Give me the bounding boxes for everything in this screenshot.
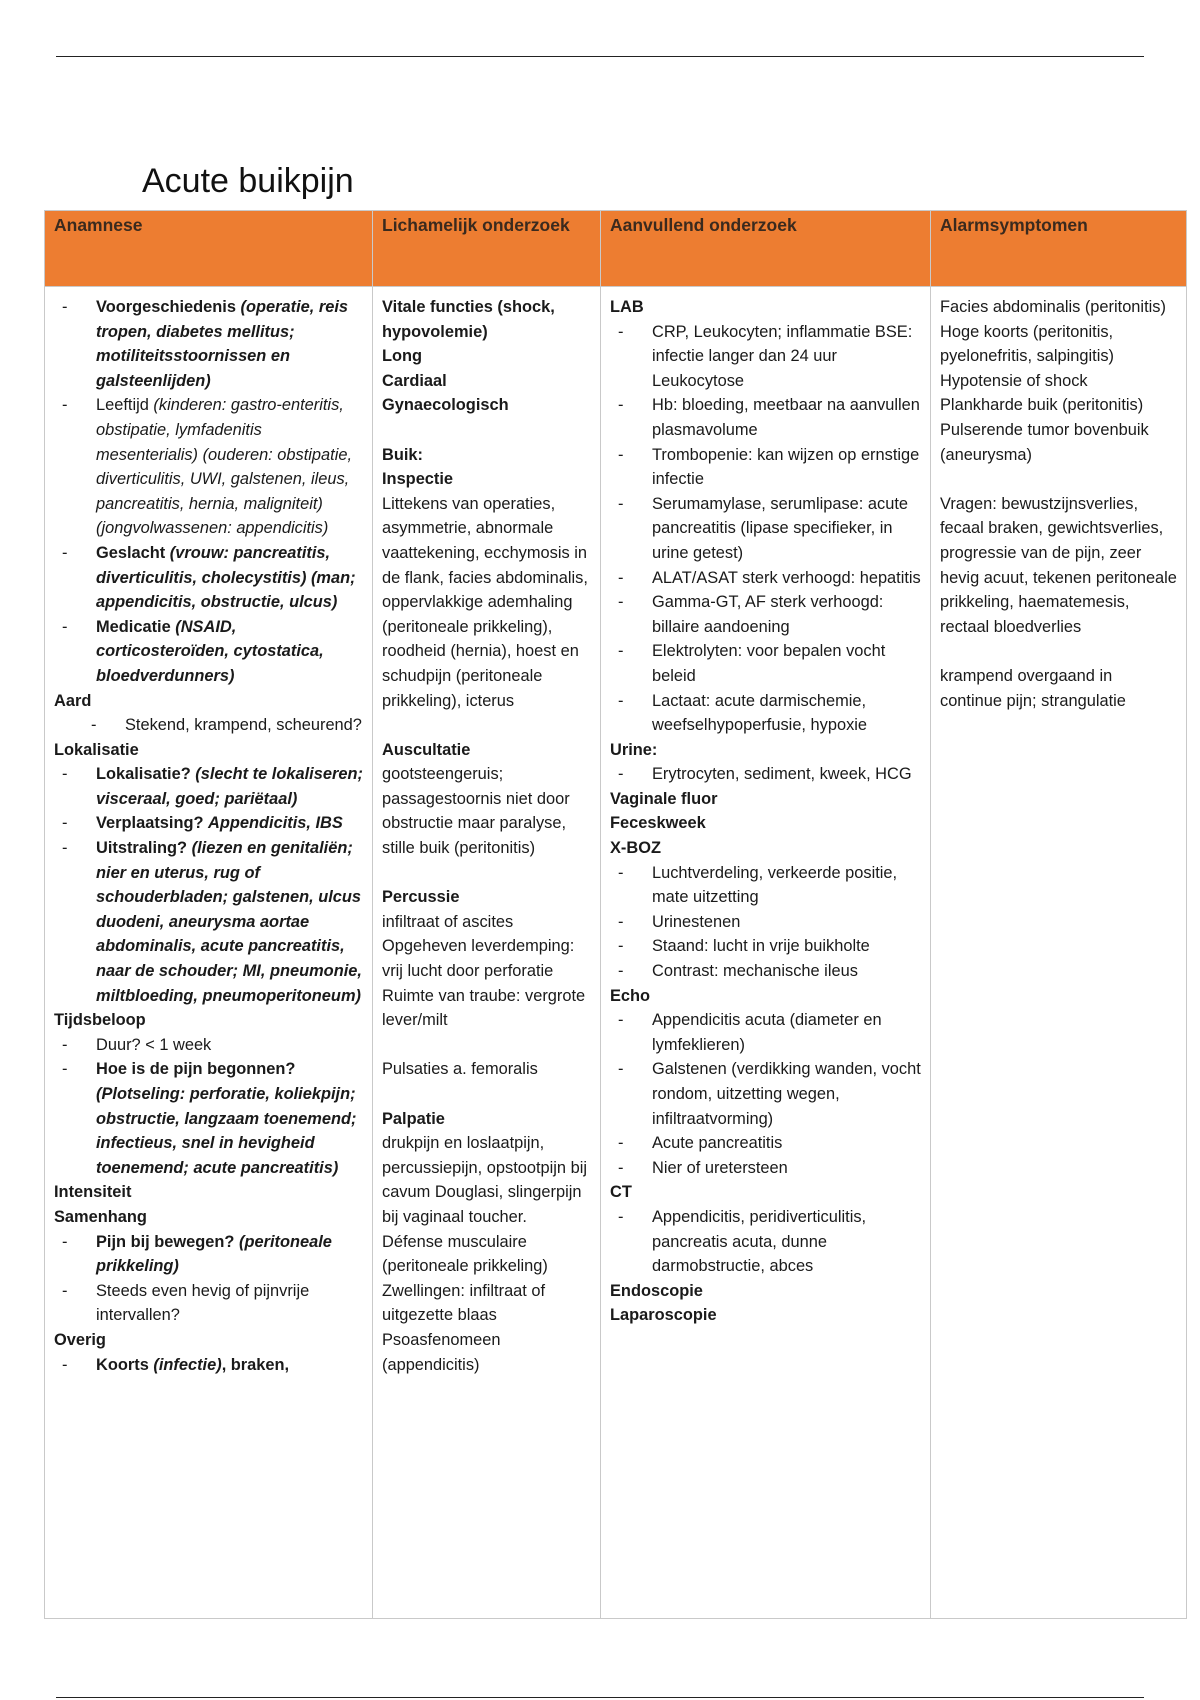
text-line: drukpijn en loslaatpijn, percussiepijn, opstootpijn bij cavum Douglasi, slingerpijn bij vaginaal toucher. xyxy=(382,1134,588,1226)
list-item-text: (peritoneale prikkeling) xyxy=(96,1232,332,1276)
list-item xyxy=(54,1033,363,1058)
spacer xyxy=(940,639,1177,664)
section-heading: Percussie xyxy=(382,888,460,907)
list-item: - Contrast: mechanische ileus xyxy=(610,959,921,984)
spacer xyxy=(382,418,591,443)
section-heading: Laparoscopie xyxy=(610,1306,717,1325)
section-heading: X-BOZ xyxy=(610,839,661,858)
list-item-text: Geslacht xyxy=(96,543,170,562)
list-item-text: Lokalisatie? xyxy=(96,765,196,784)
section-heading: Lokalisatie xyxy=(54,740,139,759)
header-row xyxy=(45,211,1187,287)
text-line: Psoasfenomeen (appendicitis) xyxy=(382,1330,501,1374)
section-heading: Cardiaal xyxy=(382,371,447,390)
section-heading: Vaginale fluor xyxy=(610,789,718,808)
spacer xyxy=(382,861,591,886)
list-item-text: (slecht te lokaliseren; visceraal, goed; pariëtaal) xyxy=(96,765,363,808)
anamnese-cell xyxy=(45,287,373,1619)
section-heading: Gynaecologisch xyxy=(382,396,509,415)
list-item-text: Voorgeschiedenis xyxy=(96,298,241,316)
list-item xyxy=(54,1279,363,1328)
text-line: gootsteengeruis; passagestoornis niet door obstructie maar paralyse, stille buik (peritonitis) xyxy=(382,765,570,858)
spacer xyxy=(382,713,591,738)
section-heading: Long xyxy=(382,347,423,366)
list-item: - Urinestenen xyxy=(610,910,921,935)
list-item-text: Appendicitis, IBS xyxy=(208,814,343,833)
findings-table xyxy=(44,210,1187,1619)
section-heading: Buik: xyxy=(382,445,423,464)
list-item xyxy=(54,811,363,836)
list-item-text: Stekend, krampend, scheurend? xyxy=(125,716,362,735)
section-heading: Feceskweek xyxy=(610,814,706,833)
list-item-text: Koorts xyxy=(96,1355,154,1374)
text-line: Opgeheven leverdemping: vrij lucht door perforatie xyxy=(382,937,575,981)
list-item-text: Leeftijd xyxy=(96,396,154,415)
list-item: - Erytrocyten, sediment, kweek, HCG xyxy=(610,762,921,787)
list-item: - CRP, Leukocyten; inflammatie BSE: infectie langer dan 24 uur Leukocytose xyxy=(610,320,921,394)
list-item: - Lactaat: acute darmischemie, weefselhypoperfusie, hypoxie xyxy=(610,689,921,738)
list-item: - Galstenen (verdikking wanden, vocht rondom, uitzetting wegen, infiltraatvorming) xyxy=(610,1057,921,1131)
list-item xyxy=(54,1353,363,1378)
list-item-text: , braken, xyxy=(221,1355,290,1374)
list-item-text: (kinderen: gastro-enteritis, obstipatie, lymfadenitis mesenterialis) (ouderen: obstipatie, diverticulitis, UWI, galstenen, ileus, pancreatitis, hernia, maligniteit) (jongvolwassenen: appendicitis) xyxy=(96,396,353,538)
list-item: - Staand: lucht in vrije buikholte xyxy=(610,934,921,959)
list-item-text: (vrouw: pancreatitis, diverticulitis, cholecystitis) (man; appendicitis, obstructie, ulcus) xyxy=(96,543,356,612)
list-item: - Acute pancreatitis xyxy=(610,1131,921,1156)
section-heading: Inspectie xyxy=(382,470,454,489)
list-item: - Serumamylase, serumlipase: acute pancreatitis (lipase specifieker, in urine getest) xyxy=(610,492,921,566)
section-heading: Tijdsbeloop xyxy=(54,1011,146,1030)
list-item: - Elektrolyten: voor bepalen vocht beleid xyxy=(610,639,921,688)
list-item xyxy=(54,836,363,1008)
list-item xyxy=(54,393,363,541)
spacer xyxy=(382,1082,591,1107)
section-heading: Aard xyxy=(54,691,92,710)
content-row xyxy=(45,287,1187,1619)
section-heading: Echo xyxy=(610,986,651,1005)
text-line: krampend overgaand in continue pijn; strangulatie xyxy=(940,666,1126,710)
list-item: - Nier of uretersteen xyxy=(610,1156,921,1181)
list-item-text: Medicatie xyxy=(96,617,176,636)
spacer xyxy=(940,467,1177,492)
lichamelijk-cell xyxy=(373,287,601,1619)
text-line: infiltraat of ascites xyxy=(382,912,514,931)
spacer xyxy=(382,1033,591,1058)
footer-rule xyxy=(56,1697,1144,1698)
section-heading: Palpatie xyxy=(382,1109,445,1128)
section-heading: CT xyxy=(610,1183,632,1202)
section-heading: Overig xyxy=(54,1330,106,1349)
section-heading: Endoscopie xyxy=(610,1281,703,1300)
section-heading: Auscultatie xyxy=(382,740,471,759)
header-aanvullend-onderzoek: Aanvullend onderzoek xyxy=(601,211,931,287)
list-item-text: Duur? < 1 week xyxy=(96,1035,212,1054)
list-item-text: (operatie, reis tropen, diabetes mellitus; motiliteitsstoornissen en galsteenlijden) xyxy=(96,298,349,390)
list-item-text: (Plotseling: perforatie, koliekpijn; obstructie, langzaam toenemend; infectieus, snel in hevigheid toenemend; acute pancreatitis) xyxy=(96,1085,357,1177)
text-line: Défense musculaire (peritoneale prikkeling) xyxy=(382,1232,548,1276)
text-line: Pulsaties a. femoralis xyxy=(382,1060,538,1079)
list-item: - Gamma-GT, AF sterk verhoogd: billaire aandoening xyxy=(610,590,921,639)
text-line: Zwellingen: infiltraat of uitgezette blaas xyxy=(382,1281,546,1325)
list-item: - ALAT/ASAT sterk verhoogd: hepatitis xyxy=(610,566,921,591)
list-item: - Hb: bloeding, meetbaar na aanvullen plasmavolume xyxy=(610,393,921,442)
list-item xyxy=(54,713,363,738)
list-item xyxy=(54,1230,363,1279)
text-line: Vragen: bewustzijnsverlies, fecaal braken, gewichtsverlies, progressie van de pijn, zeer hevig acuut, tekenen peritoneale prikkeling, haematemesis, rectaal bloedverlies xyxy=(940,494,1177,636)
list-item xyxy=(54,295,363,393)
list-item-text: (infectie) xyxy=(153,1355,222,1374)
text-line: Littekens van operaties, asymmetrie, abnormale vaattekening, ecchymosis in de flank, facies abdominalis, oppervlakkige ademhaling (peritoneale prikkeling), roodheid (hernia), hoest en schudpijn (peritoneale prikkeling), icterus xyxy=(382,494,588,710)
section-heading: Samenhang xyxy=(54,1207,147,1226)
list-item-text: Verplaatsing? xyxy=(96,814,209,833)
aanvullend-cell xyxy=(601,287,931,1619)
list-item-text: Steeds even hevig of pijnvrije intervallen? xyxy=(96,1281,310,1325)
list-item: - Appendicitis acuta (diameter en lymfeklieren) xyxy=(610,1008,921,1057)
list-item: - Luchtverdeling, verkeerde positie, mate uitzetting xyxy=(610,861,921,910)
text-line: Plankharde buik (peritonitis) xyxy=(940,396,1144,415)
section-heading: Vitale functies (shock, hypovolemie) xyxy=(382,298,555,341)
text-line: Hypotensie of shock xyxy=(940,371,1088,390)
document-title: Acute buikpijn xyxy=(142,162,354,200)
list-item xyxy=(54,615,363,689)
list-item-text: (NSAID, corticosteroïden, cytostatica, bloedverdunners) xyxy=(96,617,324,685)
list-item-text: Pijn bij bewegen? xyxy=(96,1232,239,1251)
list-item-text: Hoe is de pijn begonnen? xyxy=(96,1060,296,1079)
text-line: Ruimte van traube: vergrote lever/milt xyxy=(382,986,586,1030)
list-item: - Appendicitis, peridiverticulitis, pancreatis acuta, dunne darmobstructie, abces xyxy=(610,1205,921,1279)
header-rule xyxy=(56,56,1144,57)
section-heading: LAB xyxy=(610,298,644,316)
alarm-cell xyxy=(931,287,1187,1619)
list-item-text: Uitstraling? xyxy=(96,839,192,858)
list-item: - Trombopenie: kan wijzen op ernstige infectie xyxy=(610,443,921,492)
list-item-text: (liezen en genitaliën; nier en uterus, rug of schouderbladen; galstenen, ulcus duodeni, aneurysma aortae abdominalis, acute pancreatitis, naar de schouder; MI, pneumonie, miltbloeding, pneumoperitoneum) xyxy=(96,839,362,1005)
list-item xyxy=(54,762,363,811)
header-lichamelijk-onderzoek: Lichamelijk onderzoek xyxy=(373,211,601,287)
text-line: Pulserende tumor bovenbuik (aneurysma) xyxy=(940,420,1149,464)
header-anamnese: Anamnese xyxy=(45,211,373,287)
list-item xyxy=(54,541,363,615)
list-item xyxy=(54,1057,363,1180)
text-line: Facies abdominalis (peritonitis) xyxy=(940,298,1166,316)
header-alarmsymptomen: Alarmsymptomen xyxy=(931,211,1187,287)
section-heading: Intensiteit xyxy=(54,1183,132,1202)
section-heading: Urine: xyxy=(610,740,658,759)
text-line: Hoge koorts (peritonitis, pyelonefritis, salpingitis) xyxy=(940,322,1114,366)
